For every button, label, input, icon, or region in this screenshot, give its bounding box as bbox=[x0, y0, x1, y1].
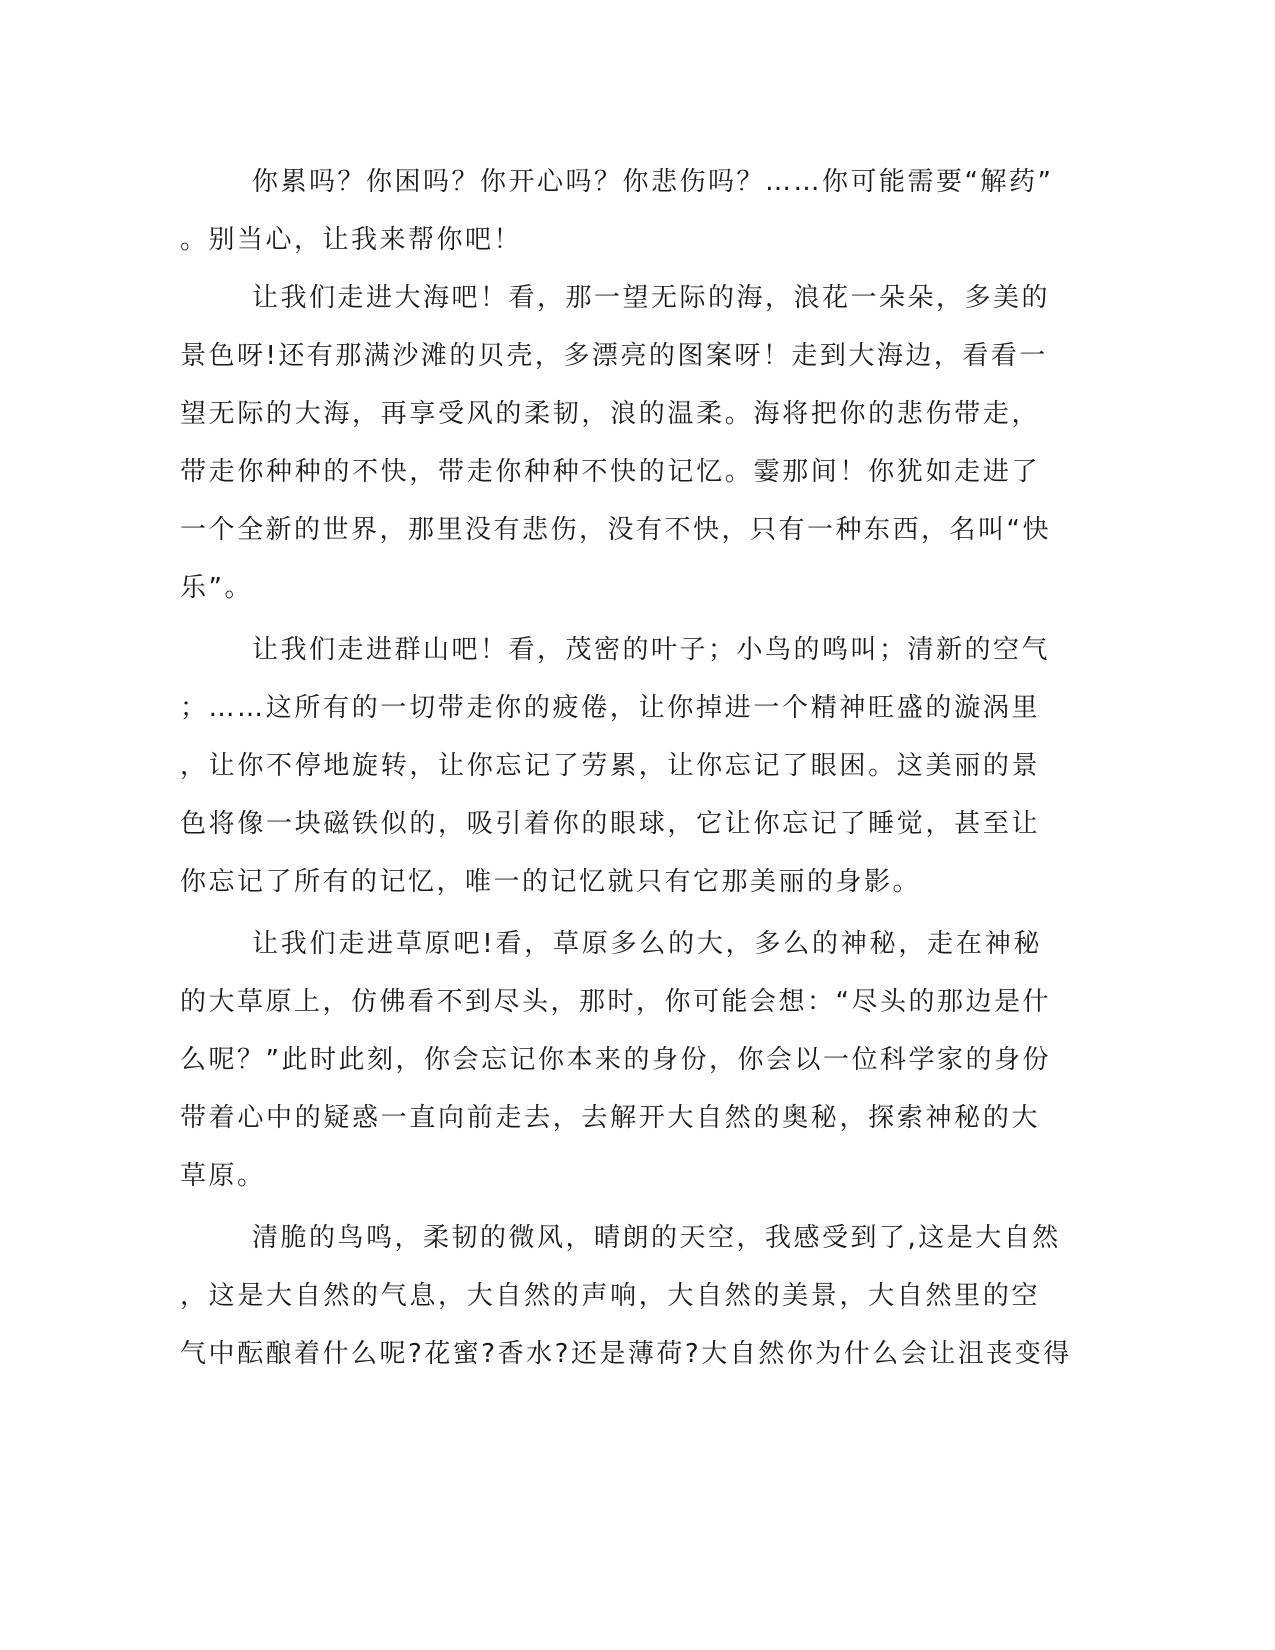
text-line: 望无际的大海，再享受风的柔韧，浪的温柔。海将把你的悲伤带走， bbox=[180, 399, 1040, 429]
text-line: 让我们走进大海吧！看，那一望无际的海，浪花一朵朵，多美的 bbox=[252, 283, 1051, 313]
text-line: 你忘记了所有的记忆，唯一的记忆就只有它那美丽的身影。 bbox=[180, 867, 922, 897]
text-line: 带走你种种的不快，带走你种种不快的记忆。霎那间！你犹如走进了 bbox=[180, 457, 1040, 487]
text-line: 气中酝酿着什么呢?花蜜?香水?还是薄荷?大自然你为什么会让沮丧变得 bbox=[180, 1339, 1072, 1369]
text-line: 一个全新的世界，那里没有悲伤，没有不快，只有一种东西，名叫“快 bbox=[180, 515, 1051, 545]
text-line: 么呢？”此时此刻，你会忘记你本来的身份，你会以一位科学家的身份 bbox=[180, 1045, 1051, 1075]
text-line: 你累吗？你困吗？你开心吗？你悲伤吗？……你可能需要“解药” bbox=[252, 167, 1054, 197]
text-line: 让我们走进草原吧!看，草原多么的大，多么的神秘，走在神秘 bbox=[252, 929, 1042, 959]
text-line: 乐”。 bbox=[180, 573, 253, 603]
text-line: 带着心中的疑惑一直向前走去，去解开大自然的奥秘，探索神秘的大 bbox=[180, 1103, 1040, 1133]
text-line: ，让你不停地旋转，让你忘记了劳累，让你忘记了眼困。这美丽的景 bbox=[180, 751, 1040, 781]
text-line: 的大草原上，仿佛看不到尽头，那时，你可能会想：“尽头的那边是什 bbox=[180, 987, 1051, 1017]
text-line: 景色呀!还有那满沙滩的贝壳，多漂亮的图案呀！走到大海边，看看一 bbox=[180, 341, 1048, 371]
text-line: 草原。 bbox=[180, 1161, 266, 1191]
text-line: ；……这所有的一切带走你的疲倦，让你掉进一个精神旺盛的漩涡里 bbox=[180, 693, 1040, 723]
text-line: ，这是大自然的气息，大自然的声响，大自然的美景，大自然里的空 bbox=[180, 1281, 1040, 1311]
text-line: 。别当心，让我来帮你吧！ bbox=[180, 225, 523, 255]
text-line: 清脆的鸟鸣，柔韧的微风，晴朗的天空，我感受到了,这是大自然 bbox=[252, 1223, 1061, 1253]
text-line: 让我们走进群山吧！看，茂密的叶子；小鸟的鸣叫；清新的空气 bbox=[252, 635, 1051, 665]
text-line: 色将像一块磁铁似的，吸引着你的眼球，它让你忘记了睡觉，甚至让 bbox=[180, 809, 1040, 839]
